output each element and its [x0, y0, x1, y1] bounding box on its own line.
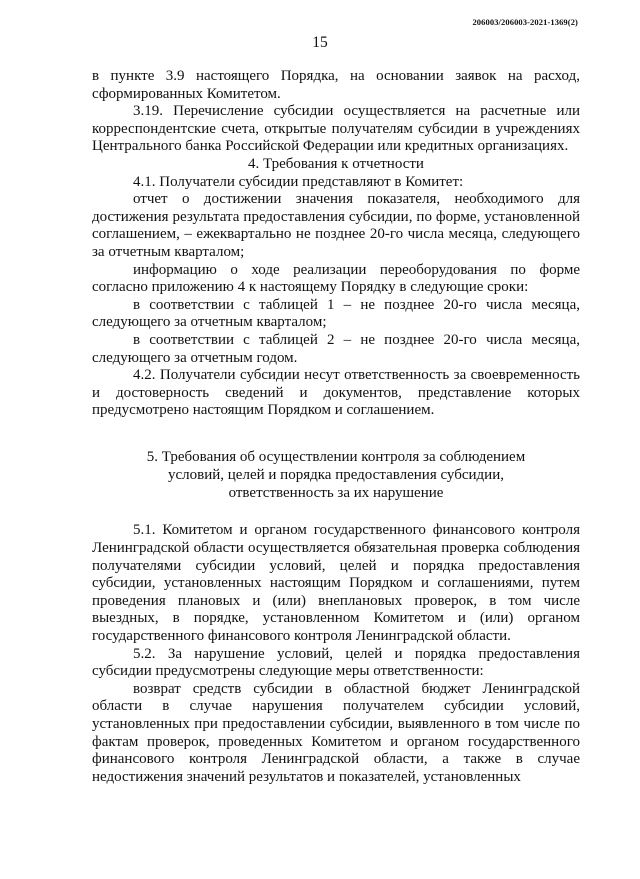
paragraph: 4.1. Получатели субсидии представляют в Комитет: [133, 173, 464, 190]
paragraph: возврат средств субсидии в областной бюджет Ленинградской области в случае нарушения получателем субсидии условий, установленных при предоставлении субсидии, выявленного в том числе по фактам проверок, проведенных Комитетом и органом государственного финансового контроля Ленинградской области, а также в случае недостижения значений результатов и показателей, установленных [92, 680, 580, 785]
section-heading-5 [92, 448, 580, 503]
paragraph: 4.2. Получатели субсидии несут ответственность за своевременность и достоверность сведений и документов, представление которых предусмотрено настоящим Порядком и соглашением. [92, 367, 580, 419]
paragraph: в соответствии с таблицей 2 – не позднее 20-го числа месяца, следующего за отчетным годом. [92, 331, 580, 366]
paragraph: в пункте 3.9 настоящего Порядка, на основании заявок на расход, сформированных Комитетом. [92, 68, 580, 102]
heading-line: 5. Требования об осуществлении контроля за соблюдением [146, 448, 526, 465]
paragraph: 3.19. Перечисление субсидии осуществляется на расчетные или корреспондентские счета, открытые получателям субсидии в учреждениях Центрального банка Российской Федерации или кредитных организациях. [92, 103, 580, 155]
document-body [92, 68, 580, 786]
paragraph: в соответствии с таблицей 1 – не позднее 20-го числа месяца, следующего за отчетным кварталом; [92, 296, 580, 331]
paragraph: 5.1. Комитетом и органом государственного финансового контроля Ленинградской области осуществляется обязательная проверка соблюдения получателями субсидии условий, целей и порядка предоставления субсидии, установленных настоящим Порядком и соглашениями, путем проведения плановых и (или) внеплановых проверок, в том числе выездных, в порядке, установленном Комитетом и (или) органом государственного финансового контроля Ленинградской области. [92, 522, 580, 645]
paragraph: 5.2. За нарушение условий, целей и порядка предоставления субсидии предусмотрены следующие меры ответственности: [92, 645, 580, 680]
heading-line: ответственность за их нарушение [228, 485, 444, 502]
page-number: 15 [312, 34, 328, 51]
paragraph: информацию о ходе реализации переоборудования по форме согласно приложению 4 к настоящему Порядку в следующие сроки: [92, 261, 580, 296]
document-id: 206003/206003-2021-1369(2) [472, 17, 578, 27]
heading-line: условий, целей и порядка предоставления субсидии, [168, 467, 504, 484]
section-heading-4: 4. Требования к отчетности [248, 155, 424, 172]
paragraph: отчет о достижении значения показателя, необходимого для достижения результата предоставления субсидии, по форме, установленной соглашением, – ежеквартально не позднее 20-го числа месяца, следующего за отчетным кварталом; [92, 191, 580, 260]
